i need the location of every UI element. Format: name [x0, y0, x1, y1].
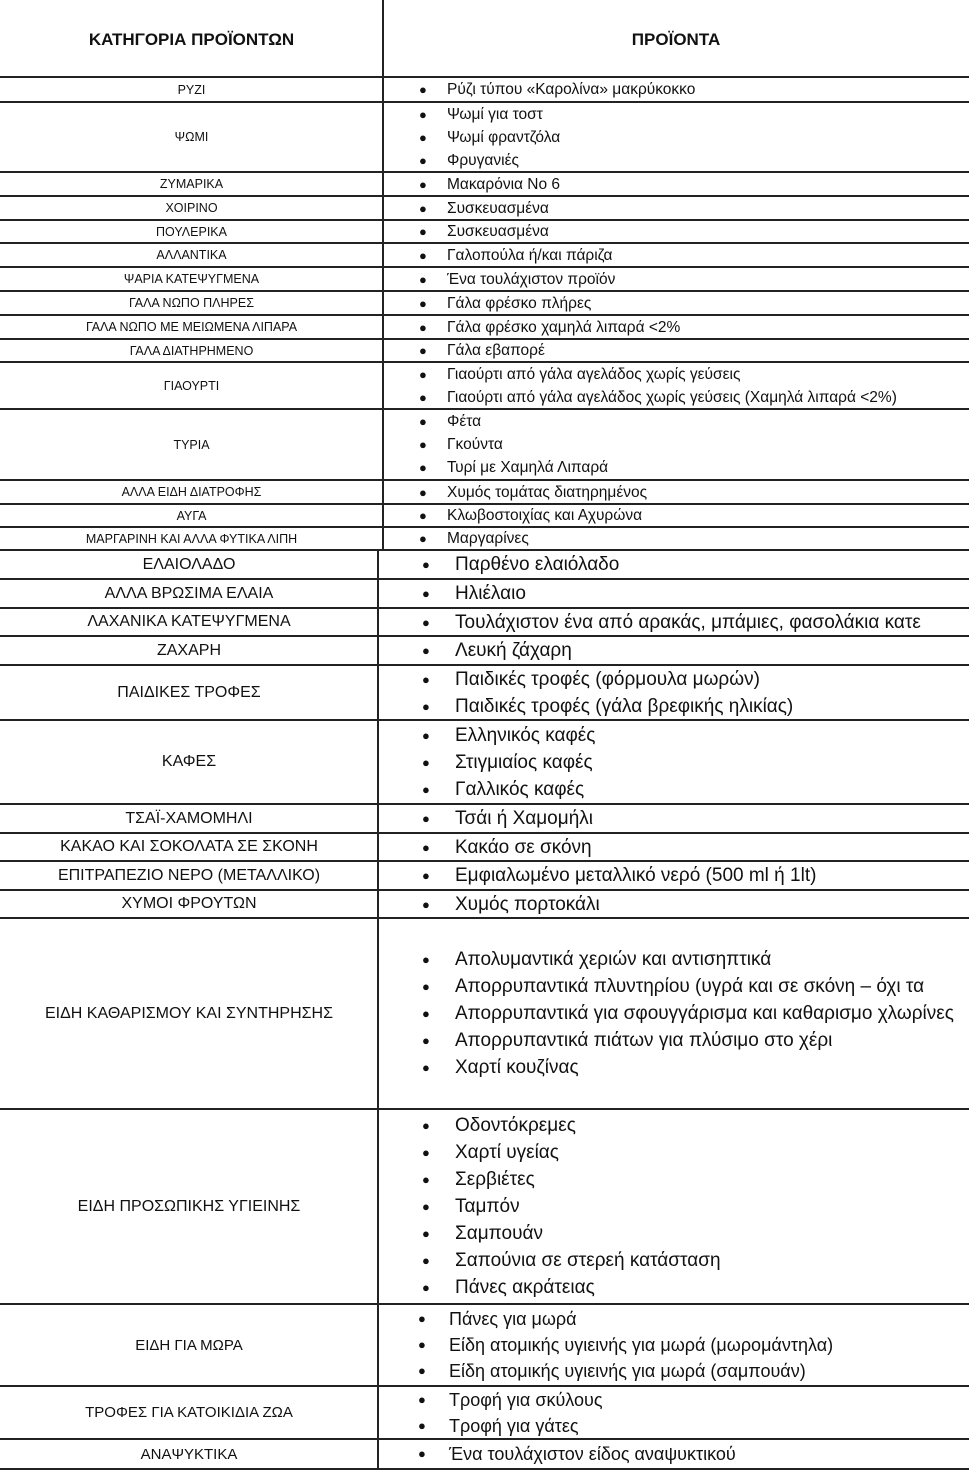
- bullet-icon: ●: [418, 1446, 426, 1461]
- bullet-icon: ●: [418, 1337, 426, 1352]
- products-cell: [378, 805, 969, 832]
- products-cell: [378, 1305, 969, 1385]
- product-list-item: [419, 433, 969, 456]
- products-cell: [378, 1110, 969, 1303]
- product-list-item: [422, 609, 969, 635]
- product-list-item: [418, 1332, 969, 1358]
- products-cell: [383, 173, 969, 195]
- product-list-item: [422, 946, 969, 973]
- bullet-icon: ●: [422, 952, 430, 967]
- bullet-icon: ●: [419, 508, 427, 523]
- category-cell: ΤΥΡΙΑ: [173, 437, 210, 452]
- product-text: Απολυμαντικά χεριών και αντισηπτικά: [455, 949, 772, 970]
- bullet-icon: ●: [419, 176, 427, 192]
- products-cell: [383, 244, 969, 266]
- product-text: Οδοντόκρεμες: [455, 1115, 576, 1136]
- category-cell: ΕΛΑΙΟΛΑΔΟ: [142, 555, 236, 573]
- bullet-icon: ●: [422, 1172, 430, 1187]
- product-list-item: [422, 749, 969, 776]
- category-cell: ΑΝΑΨΥΚΤΙΚΑ: [140, 1445, 238, 1463]
- product-list-item: [422, 1027, 969, 1054]
- product-list-item: [418, 1441, 969, 1467]
- product-text: Τσάι ή Χαμομήλι: [455, 808, 593, 829]
- product-text: Εμφιαλωμένο μεταλλικό νερό (500 ml ή 1lt): [455, 865, 817, 886]
- category-cell: ΠΑΙΔΙΚΕΣ ΤΡΟΦΕΣ: [117, 683, 261, 701]
- products-cell: [383, 78, 969, 101]
- table-row: [0, 505, 969, 528]
- bullet-icon: ●: [422, 1118, 430, 1133]
- bullet-icon: ●: [419, 106, 427, 122]
- table-row: [0, 1305, 969, 1387]
- bullet-icon: ●: [418, 1417, 426, 1433]
- table-row: [0, 103, 969, 173]
- category-cell: ΑΥΓΑ: [176, 508, 207, 523]
- product-list-item: [422, 862, 969, 889]
- product-text: Σερβιέτες: [455, 1169, 535, 1190]
- bullet-icon: ●: [419, 129, 427, 145]
- category-cell: ΑΛΛΑ ΕΙΔΗ ΔΙΑΤΡΟΦΗΣ: [121, 485, 262, 499]
- table-row: [0, 805, 969, 834]
- table-row: [0, 862, 969, 891]
- product-text: Ψωμί για τοστ: [447, 105, 543, 123]
- bullet-icon: ●: [418, 1311, 426, 1326]
- bullet-icon: ●: [422, 614, 430, 630]
- bullet-icon: ●: [422, 671, 430, 687]
- product-list-item: [422, 1112, 969, 1139]
- table-row: [0, 637, 969, 666]
- product-text: Τροφή για σκύλους: [449, 1389, 603, 1410]
- product-text: Γαλοπούλα ή/και πάριζα: [447, 246, 613, 264]
- bullet-icon: ●: [418, 1363, 426, 1378]
- product-list-item: [418, 1306, 969, 1332]
- bullet-icon: ●: [419, 224, 427, 239]
- category-cell: ΠΟΥΛΕΡΙΚΑ: [156, 224, 227, 239]
- bullet-icon: ●: [419, 152, 427, 168]
- bullet-icon: ●: [419, 437, 427, 452]
- product-text: Χυμός τομάτας διατηρημένος: [447, 483, 648, 501]
- product-list-item: [419, 244, 969, 266]
- product-text: Είδη ατομικής υγιεινής για μωρά (σαμπουάν): [449, 1361, 806, 1381]
- products-column-header: ΠΡΟΪΟΝΤΑ: [631, 30, 721, 49]
- product-list-item: [422, 722, 969, 749]
- bullet-icon: ●: [422, 643, 430, 658]
- product-list-item: [419, 149, 969, 172]
- category-cell: ΧΟΙΡΙΝΟ: [165, 201, 218, 215]
- product-text: Γάλα εβαπορέ: [447, 342, 545, 359]
- category-cell: ΕΙΔΗ ΚΑΘΑΡΙΣΜΟΥ ΚΑΙ ΣΥΝΤΗΡΗΣΗΣ: [45, 1004, 333, 1022]
- category-cell: ΑΛΛΑ ΒΡΩΣΙΜΑ ΕΛΑΙΑ: [104, 584, 274, 602]
- product-list-item: [419, 78, 969, 101]
- bullet-icon: ●: [419, 389, 427, 405]
- product-list-item: [419, 173, 969, 195]
- category-cell: ΖΥΜΑΡΙΚΑ: [159, 177, 224, 191]
- product-text: Μαργαρίνες: [447, 530, 529, 547]
- products-cell: [383, 103, 969, 171]
- bullet-icon: ●: [422, 727, 430, 743]
- category-cell: ΚΑΦΕΣ: [161, 753, 217, 770]
- category-column-header: ΚΑΤΗΓΟΡΙΑ ΠΡΟΪΟΝΤΩΝ: [88, 30, 295, 49]
- product-list-item: [419, 292, 969, 314]
- category-cell: ΓΙΑΟΥΡΤΙ: [163, 378, 220, 393]
- bullet-icon: ●: [419, 271, 427, 287]
- category-cell: ΕΙΔΗ ΠΡΟΣΩΠΙΚΗΣ ΥΓΙΕΙΝΗΣ: [77, 1197, 301, 1215]
- bullet-icon: ●: [422, 1253, 430, 1268]
- table-row: [0, 528, 969, 551]
- product-list-item: [418, 1358, 969, 1384]
- table-row: [0, 580, 969, 609]
- bullet-icon: ●: [419, 366, 427, 382]
- bullet-icon: ●: [419, 414, 427, 429]
- product-text: Φρυγανιές: [447, 151, 519, 169]
- product-text: Ρύζι τύπου «Καρολίνα» μακρύκοκκο: [447, 81, 696, 98]
- product-text: Τυρί με Χαμηλά Λιπαρά: [447, 459, 609, 476]
- product-list-item: [419, 410, 969, 433]
- products-cell: [378, 721, 969, 803]
- product-text: Ελληνικός καφές: [455, 724, 596, 746]
- products-cell: [383, 268, 969, 290]
- product-text: Γιαούρτι από γάλα αγελάδος χωρίς γεύσεις (Χαμηλά λιπαρά <2%): [447, 388, 897, 406]
- product-text: Είδη ατομικής υγιεινής για μωρά (μωρομάντηλα): [449, 1335, 834, 1355]
- table-row: [0, 1387, 969, 1440]
- table-row: [0, 197, 969, 221]
- products-cell: [378, 609, 969, 635]
- table-row: [0, 410, 969, 481]
- product-list-item: [422, 1139, 969, 1166]
- product-text: Σαπούνια σε στερεή κατάσταση: [455, 1250, 721, 1271]
- products-cell: [378, 834, 969, 860]
- product-text: Μακαρόνια Νο 6: [447, 175, 561, 193]
- bullet-icon: ●: [418, 1391, 426, 1407]
- products-cell: [378, 891, 969, 917]
- product-list-item: [419, 456, 969, 479]
- table-row: [0, 609, 969, 637]
- bullet-icon: ●: [419, 484, 427, 500]
- table-row: [0, 551, 969, 580]
- bullet-icon: ●: [422, 1280, 430, 1295]
- product-list-item: [422, 637, 969, 664]
- product-text: Σαμπουάν: [455, 1223, 543, 1244]
- table-row: [0, 316, 969, 340]
- product-list-item: [422, 693, 969, 720]
- product-text: Γαλλικός καφές: [455, 778, 585, 800]
- products-cell: [378, 862, 969, 889]
- table-row: [0, 721, 969, 805]
- category-cell: ΧΥΜΟΙ ΦΡΟΥΤΩΝ: [121, 895, 257, 912]
- bullet-icon: ●: [422, 586, 430, 601]
- product-text: Κλωβοστοιχίας και Αχυρώνα: [447, 507, 643, 524]
- product-list-item: [422, 580, 969, 607]
- category-cell: ΜΑΡΓΑΡΙΝΗ ΚΑΙ ΑΛΛΑ ΦΥΤΙΚΑ ΛΙΠΗ: [85, 531, 298, 546]
- products-cell: [378, 580, 969, 607]
- product-list-item: [418, 1387, 969, 1413]
- category-cell: ΨΩΜΙ: [174, 130, 209, 144]
- product-list-item: [419, 363, 969, 386]
- bullet-icon: ●: [422, 557, 430, 572]
- product-text: Συσκευασμένα: [447, 199, 549, 217]
- products-cell: [378, 1440, 969, 1468]
- product-list-item: [419, 505, 969, 526]
- product-text: Απορρυπαντικά για σφουγγάρισμα και καθαρισμο χλωρίνες: [455, 1003, 954, 1024]
- product-list-item: [419, 103, 969, 126]
- table-row: [0, 363, 969, 410]
- product-list-item: [422, 1274, 969, 1301]
- product-text: Παιδικές τροφές (γάλα βρεφικής ηλικίας): [455, 695, 794, 717]
- product-text: Γάλα φρέσκο πλήρες: [447, 294, 592, 312]
- bullet-icon: ●: [419, 319, 427, 335]
- category-cell: ΓΑΛΑ ΝΩΠΟ ΠΛΗΡΕΣ: [129, 296, 254, 310]
- table-row: [0, 268, 969, 292]
- products-cell: [378, 551, 969, 578]
- products-cell: [383, 197, 969, 219]
- product-list-item: [419, 386, 969, 409]
- product-text: Στιγμιαίος καφές: [455, 751, 593, 773]
- bullet-icon: ●: [422, 979, 430, 994]
- product-list-item: [418, 1413, 969, 1439]
- products-cell: [378, 666, 969, 719]
- bullet-icon: ●: [422, 1033, 430, 1048]
- table-row: [0, 221, 969, 244]
- table-row: [0, 340, 969, 363]
- category-cell: ΤΣΑΪ-ΧΑΜΟΜΗΛΙ: [125, 809, 253, 827]
- category-cell: ΓΑΛΑ ΝΩΠΟ ΜΕ ΜΕΙΩΜΕΝΑ ΛΙΠΑΡΑ: [85, 320, 298, 334]
- product-list-item: [422, 805, 969, 832]
- product-text: Λευκή ζάχαρη: [455, 640, 572, 661]
- category-cell: ΑΛΛΑΝΤΙΚΑ: [156, 248, 227, 262]
- product-text: Γάλα φρέσκο χαμηλά λιπαρά <2%: [447, 318, 681, 336]
- product-text: Τροφή για γάτες: [449, 1415, 579, 1436]
- product-list-item: [422, 551, 969, 578]
- product-text: Χυμός πορτοκάλι: [455, 893, 600, 915]
- product-text: Ένα τουλάχιστον είδος αναψυκτικού: [449, 1444, 736, 1464]
- table-row: [0, 891, 969, 919]
- category-cell: ΚΑΚΑΟ ΚΑΙ ΣΟΚΟΛΑΤΑ ΣΕ ΣΚΟΝΗ: [60, 838, 318, 855]
- category-cell: ΡΥΖΙ: [177, 82, 206, 97]
- product-list-item: [422, 973, 969, 1000]
- header-divider: [382, 0, 384, 78]
- product-list-item: [419, 197, 969, 219]
- bullet-icon: ●: [422, 1006, 430, 1021]
- table-row: [0, 173, 969, 197]
- product-text: Χαρτί υγείας: [455, 1142, 559, 1163]
- product-text: Φέτα: [447, 413, 482, 430]
- product-text: Τουλάχιστον ένα από αρακάς, μπάμιες, φασολάκια κατε: [455, 611, 921, 633]
- table-row: [0, 481, 969, 505]
- bullet-icon: ●: [419, 82, 427, 97]
- product-text: Ηλιέλαιο: [455, 583, 526, 604]
- product-list-item: [422, 834, 969, 860]
- products-cell: [383, 481, 969, 503]
- table-row: [0, 1110, 969, 1305]
- products-cell: [383, 505, 969, 526]
- product-text: Ένα τουλάχιστον προϊόν: [447, 270, 616, 288]
- products-cell: [383, 528, 969, 549]
- product-list-item: [419, 481, 969, 503]
- bullet-icon: ●: [422, 781, 430, 797]
- product-list-item: [419, 221, 969, 242]
- products-cell: [383, 410, 969, 479]
- product-text: Συσκευασμένα: [447, 223, 549, 240]
- bullet-icon: ●: [422, 754, 430, 770]
- product-text: Απορρυπαντικά πλυντηρίου (υγρά και σε σκόνη – όχι τα: [455, 976, 925, 997]
- bullet-icon: ●: [419, 531, 427, 546]
- product-text: Γιαούρτι από γάλα αγελάδος χωρίς γεύσεις: [447, 365, 741, 383]
- category-cell: ΕΙΔΗ ΓΙΑ ΜΩΡΑ: [135, 1336, 243, 1354]
- product-list-item: [422, 776, 969, 803]
- category-cell: ΨΑΡΙΑ ΚΑΤΕΨΥΓΜΕΝΑ: [123, 272, 260, 286]
- table-row: [0, 834, 969, 862]
- product-text: Παιδικές τροφές (φόρμουλα μωρών): [455, 668, 760, 690]
- product-list-item: [419, 126, 969, 149]
- bullet-icon: ●: [419, 200, 427, 216]
- product-text: Ψωμί φραντζόλα: [447, 128, 561, 146]
- bullet-icon: ●: [422, 1226, 430, 1241]
- product-text: Πάνες για μωρά: [449, 1309, 577, 1329]
- bullet-icon: ●: [422, 896, 430, 912]
- product-text: Γκούντα: [447, 436, 503, 453]
- product-text: Απορρυπαντικά πιάτων για πλύσιμο στο χέρι: [455, 1030, 833, 1051]
- products-cell: [383, 221, 969, 242]
- product-list-item: [422, 891, 969, 917]
- product-text: Ταμπόν: [455, 1196, 520, 1217]
- bullet-icon: ●: [422, 1145, 430, 1160]
- table-row: [0, 1440, 969, 1470]
- table-row: [0, 78, 969, 103]
- bullet-icon: ●: [419, 295, 427, 311]
- product-list-item: [422, 1247, 969, 1274]
- product-list-item: [422, 1220, 969, 1247]
- category-cell: ΖΑΧΑΡΗ: [156, 641, 221, 659]
- bullet-icon: ●: [422, 868, 430, 883]
- product-text: Κακάο σε σκόνη: [455, 836, 592, 858]
- category-cell: ΓΑΛΑ ΔΙΑΤΗΡΗΜΕΝΟ: [129, 343, 254, 358]
- bullet-icon: ●: [419, 460, 427, 475]
- bullet-icon: ●: [422, 839, 430, 855]
- product-text: Χαρτί κουζίνας: [455, 1057, 579, 1078]
- products-cell: [383, 340, 969, 361]
- bullet-icon: ●: [422, 1199, 430, 1214]
- category-cell: ΕΠΙΤΡΑΠΕΖΙΟ ΝΕΡΟ (ΜΕΤΑΛΛΙΚΟ): [57, 866, 321, 884]
- product-list-item: [422, 1054, 969, 1081]
- category-cell: ΤΡΟΦΕΣ ΓΙΑ ΚΑΤΟΙΚΙΔΙΑ ΖΩΑ: [85, 1404, 293, 1421]
- product-list-item: [419, 316, 969, 338]
- table-row: [0, 919, 969, 1110]
- product-list-item: [422, 666, 969, 693]
- products-cell: [378, 919, 969, 1108]
- product-list-item: [419, 268, 969, 290]
- product-text: Πάνες ακράτειας: [455, 1277, 595, 1298]
- product-list-item: [419, 340, 969, 361]
- bullet-icon: ●: [422, 1060, 430, 1075]
- category-cell: ΛΑΧΑΝΙΚΑ ΚΑΤΕΨΥΓΜΕΝΑ: [87, 613, 291, 630]
- bullet-icon: ●: [419, 343, 427, 358]
- table-row: [0, 292, 969, 316]
- products-cell: [383, 292, 969, 314]
- bullet-icon: ●: [422, 811, 430, 826]
- products-cell: [378, 637, 969, 664]
- table-row: [0, 666, 969, 721]
- products-cell: [383, 363, 969, 408]
- bullet-icon: ●: [422, 698, 430, 714]
- product-list-item: [419, 528, 969, 549]
- table-row: [0, 244, 969, 268]
- bullet-icon: ●: [419, 247, 427, 263]
- product-text: Παρθένο ελαιόλαδο: [455, 554, 620, 575]
- product-list-item: [422, 1000, 969, 1027]
- products-cell: [378, 1387, 969, 1438]
- product-list-item: [422, 1193, 969, 1220]
- product-list-item: [422, 1166, 969, 1193]
- products-cell: [383, 316, 969, 338]
